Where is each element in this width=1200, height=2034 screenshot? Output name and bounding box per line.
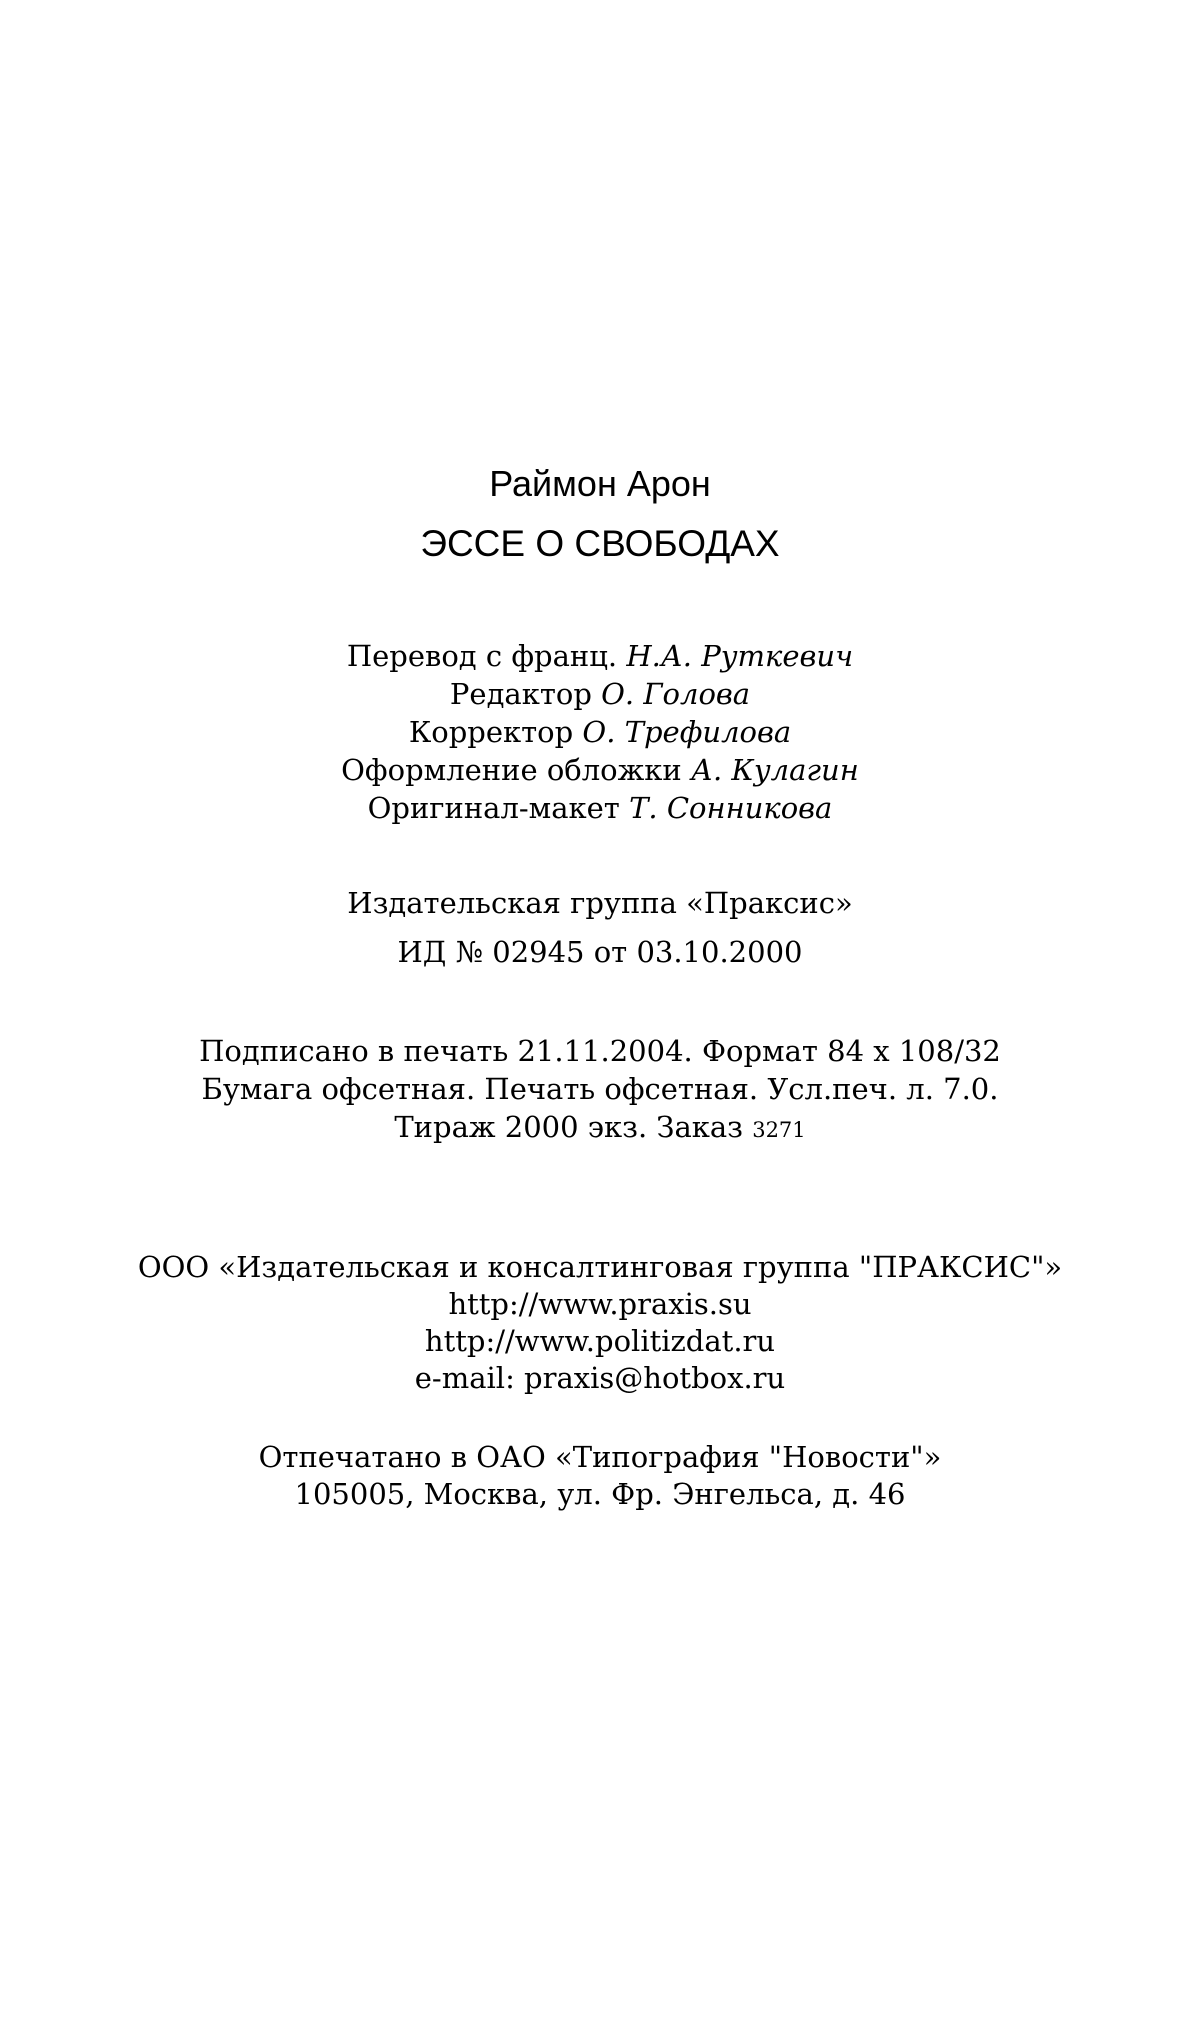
print-run-order bbox=[0, 1110, 1200, 1144]
credit-name: Н.А. Руткевич bbox=[626, 639, 854, 673]
website-praxis: http://www.praxis.su bbox=[448, 1287, 752, 1321]
printer-name: Отпечатано в ОАО «Типография "Новости"» bbox=[258, 1440, 942, 1474]
credit-name: Т. Сонникова bbox=[629, 791, 833, 825]
publisher-group: Издательская группа «Праксис» bbox=[347, 886, 853, 920]
credit-role: Оформление обложки bbox=[341, 753, 691, 787]
website-politizdat: http://www.politizdat.ru bbox=[424, 1324, 776, 1358]
print-run: Тираж 2000 экз. Заказ bbox=[394, 1110, 753, 1144]
publisher-license: ИД № 02945 от 03.10.2000 bbox=[397, 935, 803, 969]
printer-address: 105005, Москва, ул. Фр. Энгельса, д. 46 bbox=[294, 1477, 906, 1511]
contact-email: e-mail: praxis@hotbox.ru bbox=[414, 1361, 786, 1395]
book-title: ЭССЕ О СВОБОДАХ bbox=[420, 523, 780, 564]
credit-role: Перевод с франц. bbox=[346, 639, 627, 673]
order-number: 3271 bbox=[752, 1118, 806, 1142]
credit-role: Оригинал-макет bbox=[367, 791, 630, 825]
credit-name: О. Трефилова bbox=[582, 715, 792, 749]
credit-name: О. Голова bbox=[601, 677, 751, 711]
credit-name: А. Кулагин bbox=[690, 753, 859, 787]
credit-layout bbox=[0, 791, 1200, 825]
print-signed-format: Подписано в печать 21.11.2004. Формат 84 x 108/32 bbox=[199, 1034, 1001, 1068]
company-name: ООО «Издательская и консалтинговая группа "ПРАКСИС"» bbox=[137, 1250, 1063, 1284]
credit-role: Редактор bbox=[449, 677, 602, 711]
credit-editor bbox=[0, 677, 1200, 711]
credit-proofreader bbox=[0, 715, 1200, 749]
print-paper: Бумага офсетная. Печать офсетная. Усл.печ. л. 7.0. bbox=[201, 1072, 999, 1106]
credit-role: Корректор bbox=[408, 715, 583, 749]
credit-cover-design bbox=[0, 753, 1200, 787]
credit-translator bbox=[0, 639, 1200, 673]
book-author: Раймон Арон bbox=[489, 463, 711, 504]
